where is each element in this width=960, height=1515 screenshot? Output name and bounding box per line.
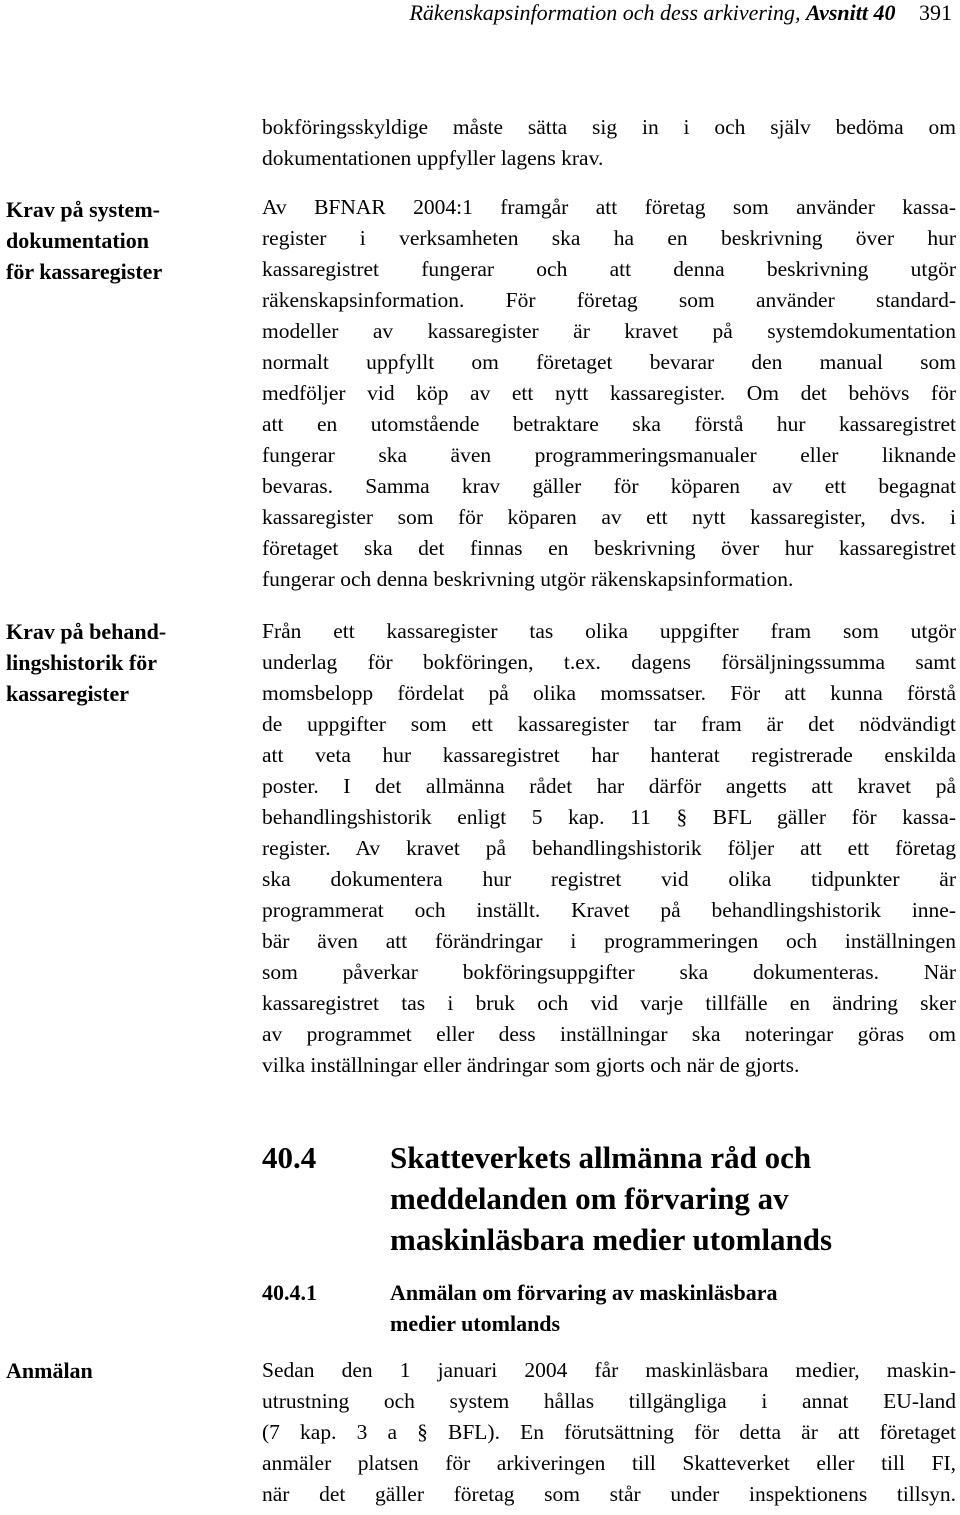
margin-note-krav-behandlingshistorik [6, 616, 226, 709]
text-line: fungerar och denna beskrivning utgör räkenskapsinformation. [262, 567, 794, 591]
text-line: Från ett kassaregister tas olika uppgifter fram som utgör [262, 619, 956, 643]
text-line: bevaras. Samma krav gäller för köparen av ett begagnat [262, 474, 956, 498]
text-line: att veta hur kassaregistret har hanterat registrerade enskilda [262, 743, 956, 767]
text-line: kassaregistret fungerar och att denna beskrivning utgör [262, 257, 956, 281]
subsection-heading [262, 1277, 956, 1339]
section-title-line: maskinläsbara medier utomlands [390, 1222, 833, 1257]
margin-note-line: lingshistorik för [6, 650, 157, 675]
header-title: Räkenskapsinformation och dess arkivering, [409, 0, 801, 25]
header-section: Avsnitt 40 [806, 0, 896, 25]
text-line: bär även att förändringar i programmeringen och inställningen [262, 929, 956, 953]
section-number: 40.4 [262, 1140, 317, 1175]
text-line: anmäler platsen för arkiveringen till Skatteverket eller till FI, [262, 1451, 956, 1475]
text-line: utrustning och system hållas tillgängliga i annat EU-land [262, 1389, 956, 1413]
text-line: när det gäller företag som står under inspektionens tillsyn. [262, 1482, 956, 1506]
running-header [0, 0, 952, 30]
text-line: räkenskapsinformation. För företag som använder standard- [262, 288, 956, 312]
text-line: kassaregister som för köparen av ett nytt kassaregister, dvs. i [262, 505, 956, 529]
text-line: (7 kap. 3 a § BFL). En förutsättning för detta är att företaget [262, 1420, 956, 1444]
text-line: kassaregistret tas i bruk och vid varje tillfälle en ändring sker [262, 991, 956, 1015]
text-line: bokföringsskyldige måste sätta sig in i och själv bedöma om [262, 115, 956, 139]
margin-note-krav-systemdokumentation [6, 194, 226, 287]
subsection-title-line: Anmälan om förvaring av maskinläsbara [390, 1280, 778, 1305]
text-line: Sedan den 1 januari 2004 får maskinläsbara medier, maskin- [262, 1358, 956, 1382]
paragraph-systemdokumentation [262, 192, 956, 595]
text-line: fungerar ska även programmeringsmanualer eller liknande [262, 443, 956, 467]
paragraph-dokumentation [262, 112, 956, 174]
text-line: normalt uppfyllt om företaget bevarar den manual som [262, 350, 956, 374]
section-heading [262, 1137, 956, 1263]
section-title [390, 1137, 950, 1260]
text-line: Av BFNAR 2004:1 framgår att företag som använder kassa- [262, 195, 956, 219]
section-title-line: Skatteverkets allmänna råd och [390, 1140, 812, 1175]
subsection-title-line: medier utomlands [390, 1311, 561, 1336]
text-line: behandlingshistorik enligt 5 kap. 11 § BFL gäller för kassa- [262, 805, 956, 829]
margin-note-line: för kassaregister [6, 259, 163, 284]
margin-note-line: dokumentation [6, 228, 150, 253]
text-line: dokumentationen uppfyller lagens krav. [262, 146, 604, 170]
text-line: vilka inställningar eller ändringar som gjorts och när de gjorts. [262, 1053, 800, 1077]
text-line: de uppgifter som ett kassaregister tar fram är det nödvändigt [262, 712, 956, 736]
paragraph-behandlingshistorik [262, 616, 956, 1081]
page-number: 391 [919, 0, 952, 25]
margin-note-anmalan [6, 1355, 226, 1386]
text-line: register i verksamheten ska ha en beskrivning över hur [262, 226, 956, 250]
text-line: ska dokumentera hur registret vid olika tidpunkter är [262, 867, 956, 891]
text-line: momsbelopp fördelat på olika momssatser. För att kunna förstå [262, 681, 956, 705]
margin-note-line: Krav på behand- [6, 619, 167, 644]
text-line: poster. I det allmänna rådet har därför angetts att kravet på [262, 774, 956, 798]
text-line: register. Av kravet på behandlingshistorik följer att ett företag [262, 836, 956, 860]
paragraph-anmalan [262, 1355, 956, 1510]
subsection-number: 40.4.1 [262, 1280, 317, 1305]
text-line: att en utomstående betraktare ska förstå hur kassaregistret [262, 412, 956, 436]
margin-note-line: Anmälan [6, 1358, 93, 1383]
text-line: företaget ska det finnas en beskrivning över hur kassaregistret [262, 536, 956, 560]
margin-note-line: kassaregister [6, 681, 130, 706]
text-line: av programmet eller dess inställningar ska noteringar göras om [262, 1022, 956, 1046]
section-title-line: meddelanden om förvaring av [390, 1181, 789, 1216]
text-line: underlag för bokföringen, t.ex. dagens försäljningssumma samt [262, 650, 956, 674]
text-line: modeller av kassaregister är kravet på systemdokumentation [262, 319, 956, 343]
text-line: medföljer vid köp av ett nytt kassaregister. Om det behövs för [262, 381, 956, 405]
subsection-title [390, 1277, 950, 1339]
margin-note-line: Krav på system- [6, 197, 160, 222]
text-line: som påverkar bokföringsuppgifter ska dokumenteras. När [262, 960, 956, 984]
text-line: programmerat och inställt. Kravet på behandlingshistorik inne- [262, 898, 956, 922]
